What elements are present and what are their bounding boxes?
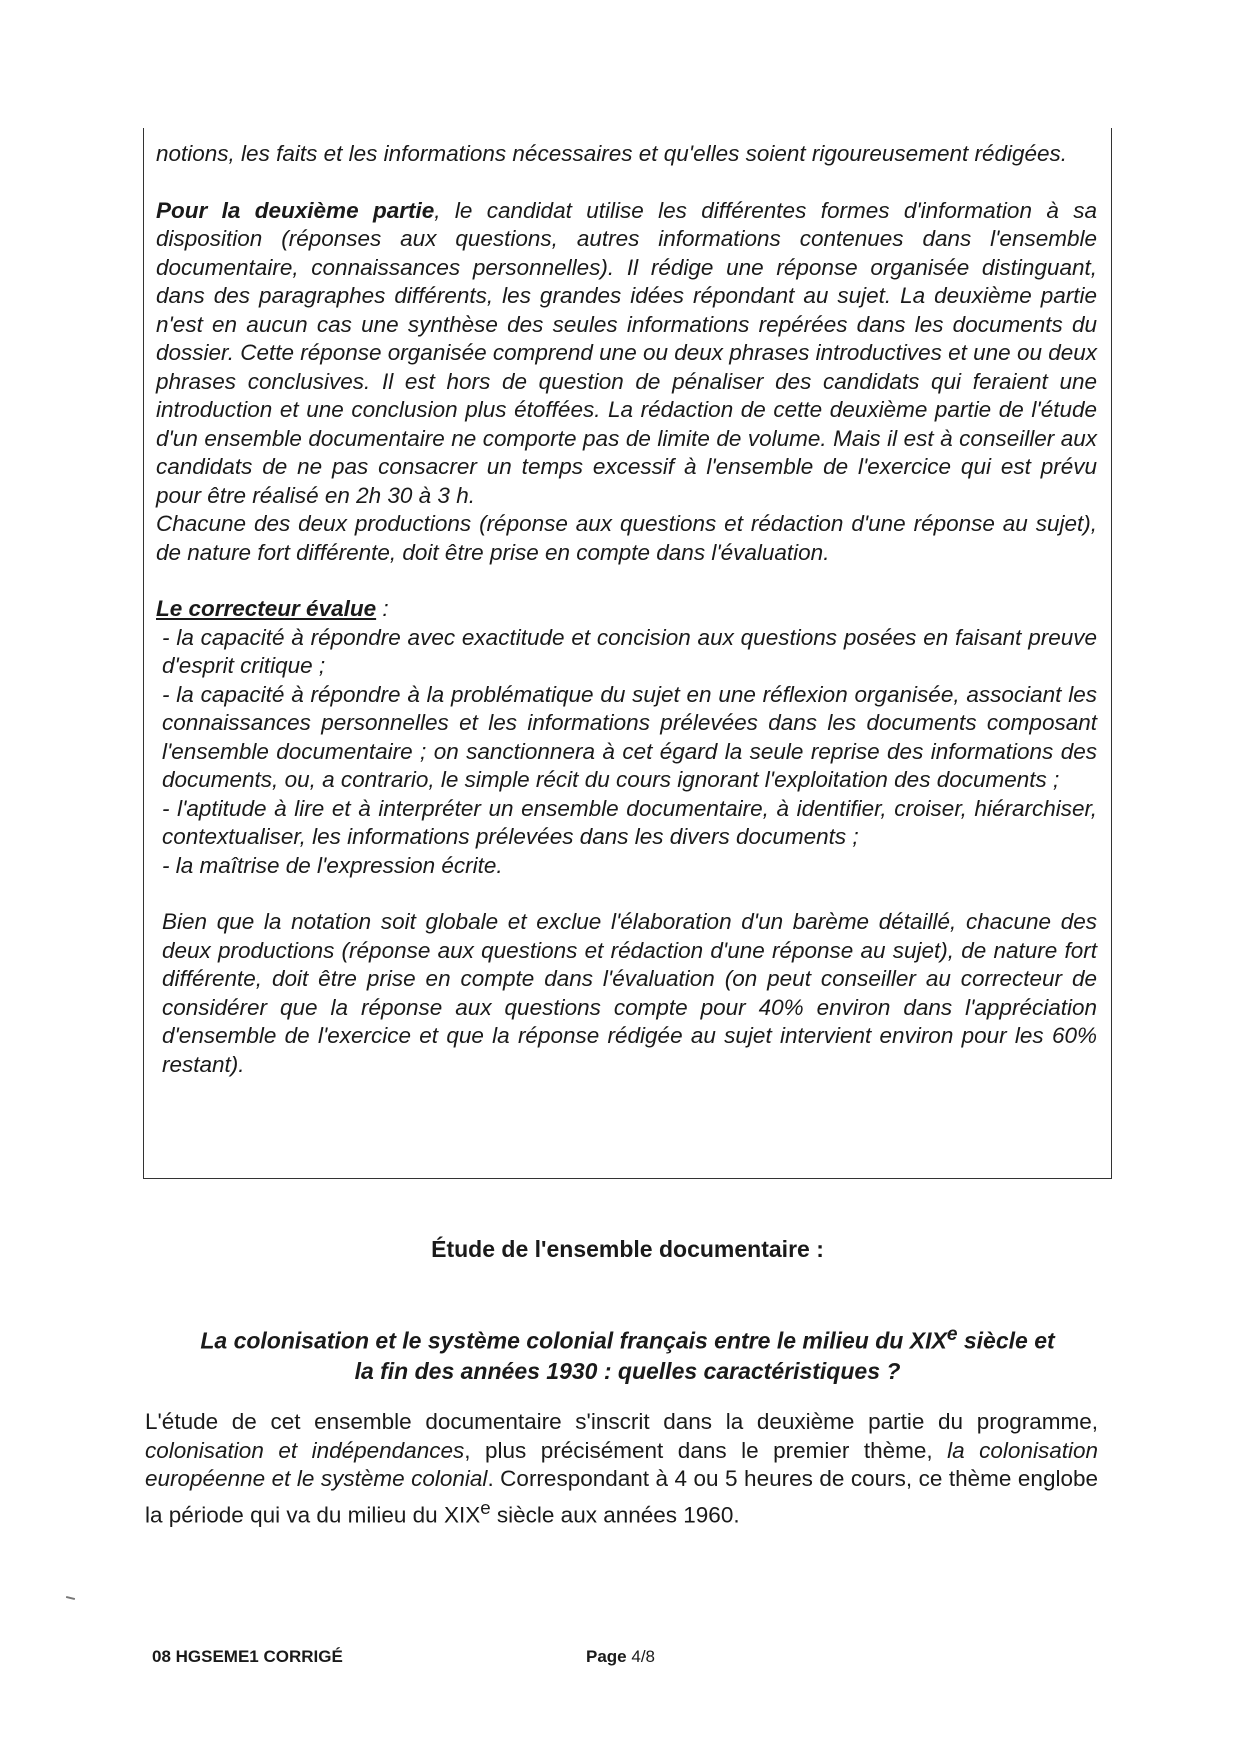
footer-document-code: 08 HGSEME1 CORRIGÉ <box>152 1647 343 1666</box>
intro-text-1: L'étude de cet ensemble documentaire s'inscrit dans la deuxième partie du programme, <box>145 1409 1098 1434</box>
grading-instructions-box <box>143 128 1112 1179</box>
main-question <box>143 1320 1112 1386</box>
intro-superscript: e <box>480 1496 491 1518</box>
evaluation-heading <box>156 595 1097 624</box>
criterion-item: - l'aptitude à lire et à interpréter un ensemble documentaire, à identifier, croiser, hiérarchiser, contextualiser, les informations prélevées dans les divers documents ; <box>162 795 1097 849</box>
intro-text-2: , plus précisément dans le premier thème, <box>464 1437 948 1463</box>
intro-text-4: siècle aux années 1960. <box>490 1502 740 1527</box>
criterion-item: - la capacité à répondre avec exactitude et concision aux questions posées en faisant preuve d'esprit critique ; <box>162 624 1097 678</box>
footer-page-label: Page <box>586 1647 627 1666</box>
question-line1-text: La colonisation et le système colonial français entre le milieu du XIX <box>200 1327 947 1354</box>
evaluation-colon: : <box>376 596 389 621</box>
evaluation-lead: Le correcteur évalue <box>156 596 377 621</box>
box-paragraph-second-part <box>156 197 1097 511</box>
box-paragraph-two-productions: Chacune des deux productions (réponse aux questions et rédaction d'une réponse au sujet), de nature fort différente, doit être prise en compte dans l'évaluation. <box>156 511 1097 565</box>
question-line2: la fin des années 1930 : quelles caractéristiques ? <box>354 1357 901 1384</box>
question-superscript: e <box>946 1324 958 1345</box>
intro-program-part: colonisation et indépendances <box>145 1437 465 1463</box>
box-paragraph-closing: Bien que la notation soit globale et exclue l'élaboration d'un barème détaillé, chacune des deux productions (réponse aux questions et rédaction d'une réponse au sujet), de nature fort différente, doit être prise en compte dans l'évaluation (on peut conseiller au correcteur de considérer que la réponse aux questions compte pour 40% environ dans l'appréciation d'ensemble de l'exercice et que la réponse rédigée au sujet intervient environ pour les 60% restant). <box>162 909 1097 1077</box>
footer-page-indicator <box>586 1647 655 1667</box>
scan-speck <box>66 1596 75 1600</box>
question-line1-end: siècle et <box>957 1327 1055 1354</box>
box-paragraph-notions: notions, les faits et les informations nécessaires et qu'elles soient rigoureusement rédigées. <box>156 141 1068 166</box>
criterion-item: - la maîtrise de l'expression écrite. <box>162 852 503 878</box>
intro-theme: la colonisation européenne et le système colonial <box>145 1437 1098 1491</box>
intro-text-3: . Correspondant à 4 ou 5 heures de cours, ce thème englobe la période qui va du milieu du XIX <box>145 1466 1098 1527</box>
section-title: Étude de l'ensemble documentaire : <box>431 1236 824 1262</box>
criterion-item: - la capacité à répondre à la problématique du sujet en une réflexion organisée, associant les connaissances personnelles et les informations prélevées dans les documents composant l'ensemble documentaire ; on sanctionnera à cet égard la seule reprise des informations des documents, ou, a contrario, le simple récit du cours ignorant l'exploitation des documents ; <box>162 681 1097 792</box>
second-part-text: , le candidat utilise les différentes formes d'information à sa disposition (réponses aux questions, autres informations contenues dans l'ensemble documentaire, connaissances personnelles). Il rédige une réponse organisée distinguant, dans des paragraphes différents, les grandes idées répondant au sujet. La deuxième partie n'est en aucun cas une synthèse des seules informations repérées dans les documents du dossier. Cette réponse organisée comprend une ou deux phrases introductives et une ou deux phrases conclusives. Il est hors de question de pénaliser des candidats qui feraient une introduction et une conclusion plus étoffées. La rédaction de cette deuxième partie de l'étude d'un ensemble documentaire ne comporte pas de limite de volume. Mais il est à conseiller aux candidats de ne pas consacrer un temps excessif à l'ensemble de l'exercice qui est prévu pour être réalisé en 2h 30 à 3 h. <box>156 197 1098 508</box>
footer-page-number: 4/8 <box>631 1647 656 1666</box>
second-part-lead: Pour la deuxième partie <box>156 197 435 223</box>
intro-paragraph <box>145 1408 1098 1530</box>
